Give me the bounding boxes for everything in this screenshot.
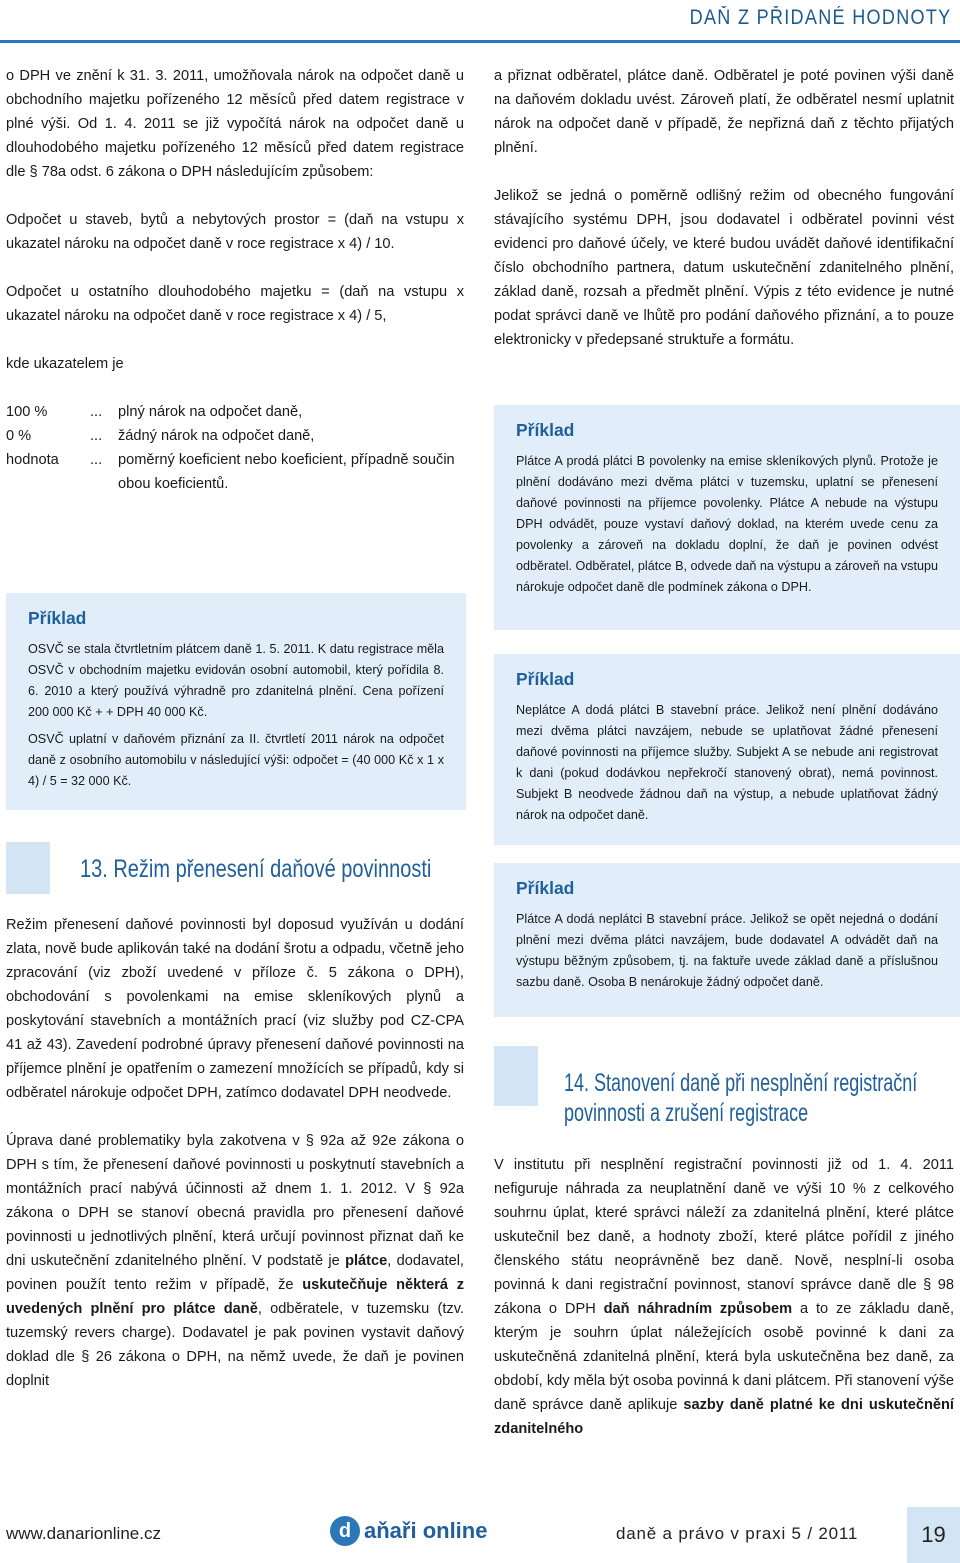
indicator-sep: ... xyxy=(90,404,103,420)
formula-buildings: Odpočet u staveb, bytů a nebytových prostor = (daň na vstupu x ukazatel nároku na odpočet daně v roce registrace x 4) / 10. xyxy=(6,212,464,252)
indicator-key: 0 % xyxy=(6,428,32,444)
indicator-text: plný nárok na odpočet daně, xyxy=(118,404,303,420)
indicator-list-item xyxy=(6,424,464,448)
example-title: Příklad xyxy=(516,669,575,689)
text-run: Úprava dané problematiky byla zakotvena v § 92a až 92e zákona o DPH s tím, že přenesení daňové povinnosti u poskytnutí stavebních a montážních prací nabývá účinnosti až dnem 1. 1. 2012. V § 92a zákona o DPH se stanoví obecná pravidla pro přenesení daňové povinnosti u jednotlivých plnění, která určují povinnost přiznat daň ke dni uskutečnění zdanitelného plnění. V podstatě je xyxy=(6,1133,464,1269)
section-13-heading xyxy=(6,842,519,894)
right-column-top xyxy=(494,64,954,352)
section-14-title-line: povinnosti a zrušení registrace xyxy=(564,1099,809,1127)
formula-other-assets: Odpočet u ostatního dlouhodobého majetku = (daň na vstupu x ukazatel nároku na odpočet daně v roce registrace x 4) / 5, xyxy=(6,284,464,324)
text-run: V institutu při nesplnění registrační povinnosti již od 1. 4. 2011 nefiguruje náhrada za neuplatnění daně ve výši 10 % z celkového souhrnu úplat, které správci náleží za zdanitelná plnění, které plátce uskutečnil bez daně, a hodnoty zboží, které plátce pořídil z jiného členského státu neoprávněně bez daně. Nově, nesplní-li osoba povinná k dani registrační povinnost, stanoví správce daně dle § 98 zákona o DPH xyxy=(494,1157,954,1317)
section-marker-bar xyxy=(494,1046,538,1106)
bold-text-run: plátce xyxy=(345,1253,388,1269)
section-14-paragraph xyxy=(494,1153,954,1441)
example-text: OSVČ se stala čtvrtletním plátcem daně 1. 5. 2011. K datu registrace měla OSVČ v obchodním majetku evidován osobní automobil, který pořídila 8. 6. 2010 a který používá výhradně pro zdanitelná plnění. Cena pořízení 200 000 Kč + + DPH 40 000 Kč. xyxy=(28,642,444,719)
indicator-text: žádný nárok na odpočet daně, xyxy=(118,428,315,444)
example-title: Příklad xyxy=(516,878,575,898)
section-13-paragraph: Režim přenesení daňové povinnosti byl doposud využíván u dodání zlata, nově bude aplikován také na dodání šrotu a odpadu, včetně jeho zpracování (viz zboží uvedené v příloze č. 5 zákona o DPH), obchodování s povolenkami na emise skleníkových plynů a poskytování stavebních a montážních prací (viz služby pod CZ-CPA 41 až 43). Zavedení podrobné úpravy přenesení daňové povinnosti na příjemce plnění je opatřením o zamezení množících se případů, kdy si odběratel nárokuje odpočet DPH, zatímco dodavatel DPH neodvede. xyxy=(6,917,464,1101)
indicator-intro: kde ukazatelem je xyxy=(6,356,124,372)
section-14-heading xyxy=(494,1046,960,1128)
right-column-bottom xyxy=(494,1153,954,1441)
section-14-title xyxy=(564,1068,960,1128)
header-rule xyxy=(0,40,960,43)
example-box-nonpayer-supplier xyxy=(494,654,960,845)
example-text: OSVČ uplatní v daňovém přiznání za II. čtvrtletí 2011 nárok na odpočet daně z osobního automobilu v následující výši: odpočet = (40 000 Kč x 1 x 4) / 5 = 32 000 Kč. xyxy=(28,732,444,788)
left-column-top xyxy=(6,64,464,496)
indicator-list-item xyxy=(6,400,464,424)
text-run: , odběratele, v tuzemsku (tzv. tuzemský revers charge). Dodavatel je pak povinen vystavit daňový doklad dle § 26 zákona o DPH, na němž uvede, že daň je povinen doplnit xyxy=(6,1301,464,1389)
bold-text-run: daň náhradním způsobem xyxy=(603,1301,793,1317)
indicator-list-item xyxy=(6,448,464,496)
footer-website-link[interactable]: www.danarionline.cz xyxy=(6,1524,161,1543)
indicator-sep: ... xyxy=(90,428,103,444)
text-run: , dodavatel, povinen použít tento režim v případě, že xyxy=(6,1253,464,1293)
example-text: Plátce A dodá neplátci B stavební práce. Jelikož se opět nejedná o dodání plnění mezi dvěma plátci navzájem, bude dodavatel A odvádět daň na výstupu běžným způsobem, tj. na faktuře uvede základ daně a příslušnou sazbu daně. Osoba B nenárokuje žádný odpočet daně. xyxy=(516,912,938,989)
logo-text: aňaři online xyxy=(364,1518,488,1543)
section-13-title: 13. Režim přenesení daňové povinnosti xyxy=(80,855,432,883)
right-paragraph: a přiznat odběratel, plátce daně. Odběratel je poté povinen výši daně na daňovém dokladu uvést. Zároveň platí, že odběratel nesmí uplatnit nárok na odpočet daně v případě, že nepřizná daň z těchto přijatých plnění. xyxy=(494,68,954,156)
example-text: Neplátce A dodá plátci B stavební práce. Jelikož není plnění dodáváno mezi dvěma plátci navzájem, nebude se uplatňovat žádné přenesení daňové povinnosti na příjemce služby. Subjekt A se nebude ani registrovat k dani (pokud dodávkou nepřekročí stanovený obrat), nemá povinnost. Subjekt B neodvede žádnou daň na výstup, a nebude uplatňovat žádný nárok na odpočet daně. xyxy=(516,703,938,822)
example-text: Plátce A prodá plátci B povolenky na emise skleníkových plynů. Protože je plnění dodáváno mezi dvěma plátci v tuzemsku, uplatní se přenesení daňové povinnosti na příjemce povolenky. Plátce A nebude na výstupu DPH odvádět, pouze vystaví daňový doklad, na kterém uvede cenu za povolenky a zároveň na dokladu doplní, že daň je povinen odvést odběratel. Odběratel, plátce B, odvede daň na výstupu a zároveň na vstupu nárokuje odpočet daně dle podmínek zákona o DPH. xyxy=(516,454,938,594)
publisher-logo xyxy=(330,1516,487,1546)
running-header-title: DAŇ Z PŘIDANÉ HODNOTY xyxy=(690,6,952,29)
indicator-key: 100 % xyxy=(6,404,48,420)
example-box-payer-supplier xyxy=(494,863,960,1017)
text-run: a to ze základu daně, kterým je souhrn úplat náležejících osobě povinné k dani za uskutečněná zdanitelná plnění, která byla uskutečněna bez daně, za období, kdy měla být osoba povinná k dani plátcem. Při stanovení výše daně správce daně aplikuje xyxy=(494,1301,954,1413)
logo-mark-icon: d xyxy=(330,1516,360,1546)
indicator-text: poměrný koeficient nebo koeficient, případně součin obou koeficientů. xyxy=(118,452,455,492)
indicator-sep: ... xyxy=(90,452,103,468)
right-paragraph: Jelikož se jedná o poměrně odlišný režim od obecného fungování stávajícího systému DPH, jsou dodavatel i odběratel povinni vést evidenci pro daňové účely, ve které budou uvádět daňové identifikační číslo obchodního partnera, datum uskutečnění zdanitelného plnění, základ daně, rozsah a předmět plnění. Výpis z této evidence je nutné podat správci daně ve lhůtě pro podání daňového přiznání, a to pouze elektronicky v předepsané struktuře a formátu. xyxy=(494,188,954,348)
bold-text-run: uskutečňuje některá z uvedených plnění pro plátce daně xyxy=(6,1277,464,1317)
section-marker-bar xyxy=(6,842,50,894)
section-14-title-line: 14. Stanovení daně při nesplnění registrační xyxy=(564,1069,918,1097)
example-box-osvc xyxy=(6,593,466,810)
section-13-paragraph-2 xyxy=(6,1129,464,1393)
page-number: 19 xyxy=(907,1507,960,1563)
bold-text-run: sazby daně platné ke dni uskutečnění zdanitelného xyxy=(494,1397,954,1437)
example-title: Příklad xyxy=(28,608,87,628)
example-box-emission-allowances xyxy=(494,405,960,630)
example-title: Příklad xyxy=(516,420,575,440)
footer-journal-issue: daně a právo v praxi 5 / 2011 xyxy=(616,1524,859,1543)
indicator-key: hodnota xyxy=(6,452,59,468)
intro-paragraph: o DPH ve znění k 31. 3. 2011, umožňovala nárok na odpočet daně u obchodního majetku pořízeného 12 měsíců před datem registrace v plné výši. Od 1. 4. 2011 se již vypočítá nárok na odpočet daně u dlouhodobého majetku pořízeného 12 měsíců před datem registrace dle § 78a odst. 6 zákona o DPH následujícím způsobem: xyxy=(6,68,464,180)
left-column-bottom xyxy=(6,913,464,1393)
